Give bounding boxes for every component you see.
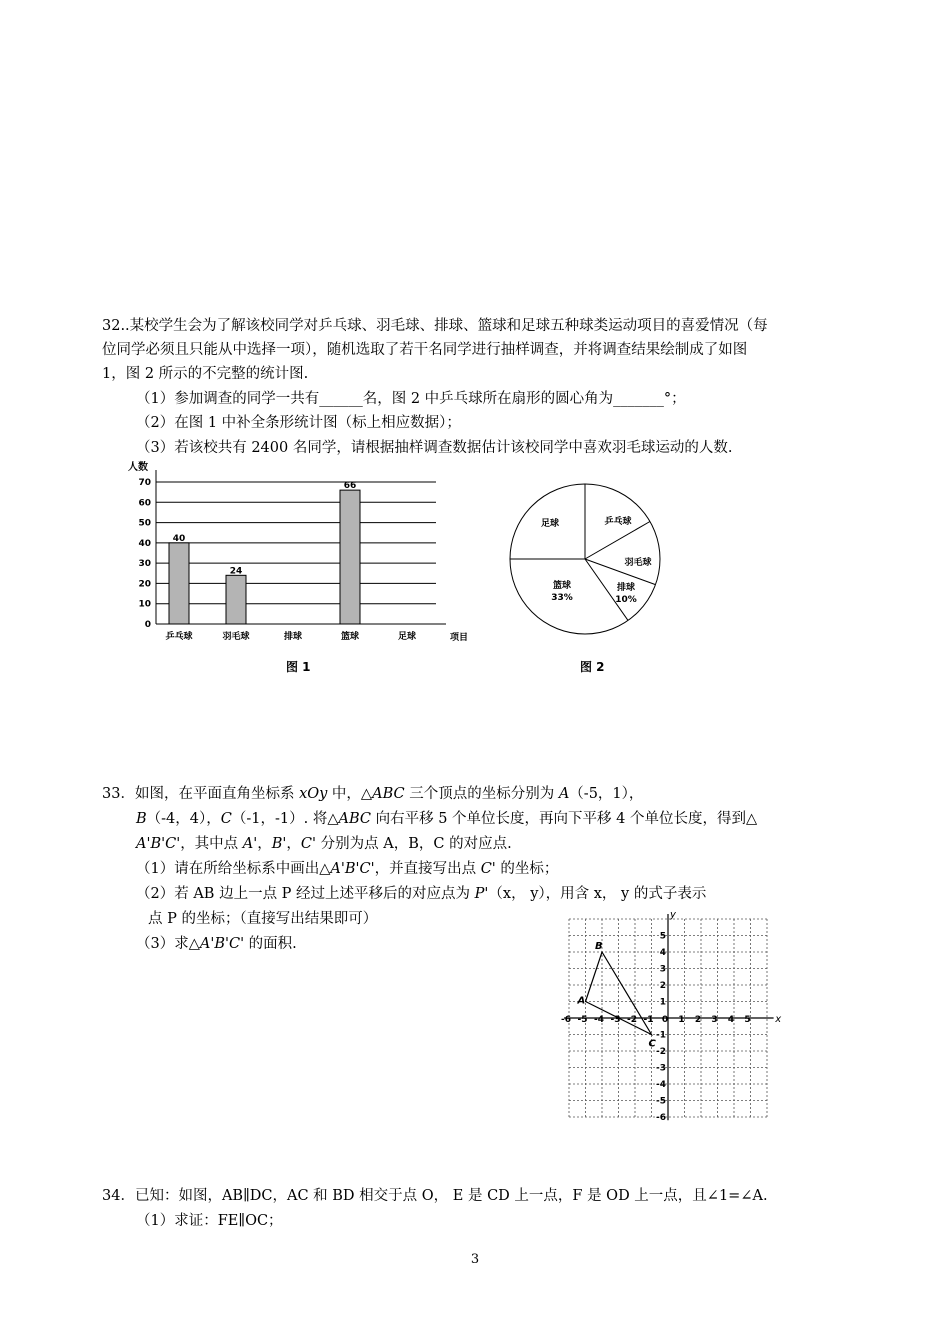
y-tick-label: 0 xyxy=(144,620,151,630)
x-tick-label: 排球 xyxy=(283,632,303,642)
y-tick-label: 30 xyxy=(138,559,151,570)
y-tick-label: 20 xyxy=(138,579,151,590)
q32-sub-2: （2）在图 1 中补全条形统计图（标上相应数据）； xyxy=(136,415,461,431)
y-tick-label: 4 xyxy=(659,948,666,958)
x-tick-label: 0 xyxy=(661,1015,669,1025)
q33-line-3: A'B'C'，其中点 A'，B'，C' 分别为点 A，B，C 的对应点. xyxy=(136,836,512,852)
slice-label: 排球 xyxy=(616,583,636,593)
x-tick-label: 5 xyxy=(744,1015,751,1025)
bar-chart xyxy=(120,460,480,650)
slice-label: 篮球 xyxy=(552,581,572,591)
y-tick-label: 3 xyxy=(659,964,666,975)
q33-sub-2-cont: 点 P 的坐标；（直接写出结果即可） xyxy=(148,911,378,927)
y-tick-label: 5 xyxy=(659,931,666,942)
vertex-label: A xyxy=(577,995,586,1007)
y-tick-label: -6 xyxy=(656,1113,666,1123)
x-tick-label: 篮球 xyxy=(340,632,360,642)
pie-chart xyxy=(500,474,670,644)
slice-percent: 10% xyxy=(615,595,637,605)
y-tick-label: 1 xyxy=(659,997,666,1008)
x-tick-label: 4 xyxy=(727,1015,735,1025)
q32-line-3: 1，图 2 所示的不完整的统计图. xyxy=(102,366,309,382)
slice-label: 羽毛球 xyxy=(624,558,652,568)
x-axis-label: x xyxy=(775,1014,782,1025)
x-tick-label: 1 xyxy=(678,1015,685,1025)
data-label: 66 xyxy=(343,481,357,492)
y-tick-label: -3 xyxy=(656,1063,666,1074)
x-tick-label: -1 xyxy=(643,1015,654,1025)
x-tick-label: 足球 xyxy=(397,632,417,642)
slice-label: 足球 xyxy=(540,519,560,529)
q33-sub-1: （1）请在所给坐标系中画出△A'B'C'，并直接写出点 C' 的坐标； xyxy=(136,861,559,877)
bar xyxy=(340,490,360,624)
figure-2-caption: 图 2 xyxy=(580,660,605,674)
vertex-label: C xyxy=(648,1038,656,1050)
q34-sub-1: （1）求证：FE∥OC； xyxy=(136,1213,283,1229)
y-axis-label: 人数 xyxy=(128,462,148,473)
data-label: 40 xyxy=(172,533,186,544)
y-tick-label: -4 xyxy=(656,1080,666,1090)
x-tick-label: -6 xyxy=(561,1015,571,1025)
x-tick-label: 羽毛球 xyxy=(222,632,250,642)
y-tick-label: -5 xyxy=(656,1096,666,1107)
x-axis-label: 项目 xyxy=(450,633,469,643)
y-tick-label: 40 xyxy=(138,538,151,549)
q33-line-2: B（-4，4），C（-1，-1）. 将△ABC 向右平移 5 个单位长度，再向下平移 4 个单位长度，得到△ xyxy=(136,811,758,827)
y-axis-label: y xyxy=(670,909,676,921)
x-tick-label: -5 xyxy=(577,1015,588,1025)
q33-sub-2: （2）若 AB 边上一点 P 经过上述平移后的对应点为 P'（x， y），用含 x， y 的式子表示 xyxy=(136,886,707,902)
y-tick-label: 2 xyxy=(659,981,666,991)
x-tick-label: -4 xyxy=(594,1015,604,1025)
page-number: 3 xyxy=(470,1252,480,1267)
bar xyxy=(226,575,246,624)
q33-line-1: 33．如图，在平面直角坐标系 xOy 中，△ABC 三个顶点的坐标分别为 A（-5，1）， xyxy=(102,786,644,802)
slice-percent: 33% xyxy=(551,593,573,603)
y-tick-label: 50 xyxy=(138,518,151,529)
q34-line-1: 34．已知：如图，AB∥DC，AC 和 BD 相交于点 O， E 是 CD 上一点，F 是 OD 上一点，且∠1=∠A. xyxy=(102,1188,768,1204)
y-tick-label: -2 xyxy=(656,1047,666,1057)
coordinate-grid xyxy=(556,908,786,1123)
figure-1-caption: 图 1 xyxy=(286,660,311,674)
slice-label: 乒乓球 xyxy=(604,517,632,527)
x-tick-label: 2 xyxy=(694,1015,702,1025)
data-label: 24 xyxy=(229,566,243,577)
y-tick-label: -1 xyxy=(656,1030,666,1041)
q32-sub-1: （1）参加调查的同学一共有______名，图 2 中乒乓球所在扇形的圆心角为_______°； xyxy=(136,391,686,407)
x-tick-label: 3 xyxy=(711,1015,718,1025)
y-tick-label: 60 xyxy=(138,498,151,509)
bar xyxy=(169,543,189,624)
x-tick-label: -3 xyxy=(610,1015,621,1025)
y-tick-label: 70 xyxy=(138,478,151,488)
x-tick-label: -2 xyxy=(627,1015,637,1025)
y-tick-label: 10 xyxy=(138,599,151,610)
q33-sub-3: （3）求△A'B'C' 的面积. xyxy=(136,936,297,952)
q32-sub-3: （3）若该校共有 2400 名同学，请根据抽样调查数据估计该校同学中喜欢羽毛球运动的人数. xyxy=(136,440,733,456)
x-tick-label: 乒乓球 xyxy=(165,632,193,642)
q32-line-2: 位同学必须且只能从中选择一项），随机选取了若干名同学进行抽样调查，并将调查结果绘制成了如图 xyxy=(102,342,748,358)
q32-line-1: 32..某校学生会为了解该校同学对乒乓球、羽毛球、排球、篮球和足球五种球类运动项目的喜爱情况（每 xyxy=(102,318,768,334)
vertex-label: B xyxy=(595,941,603,952)
